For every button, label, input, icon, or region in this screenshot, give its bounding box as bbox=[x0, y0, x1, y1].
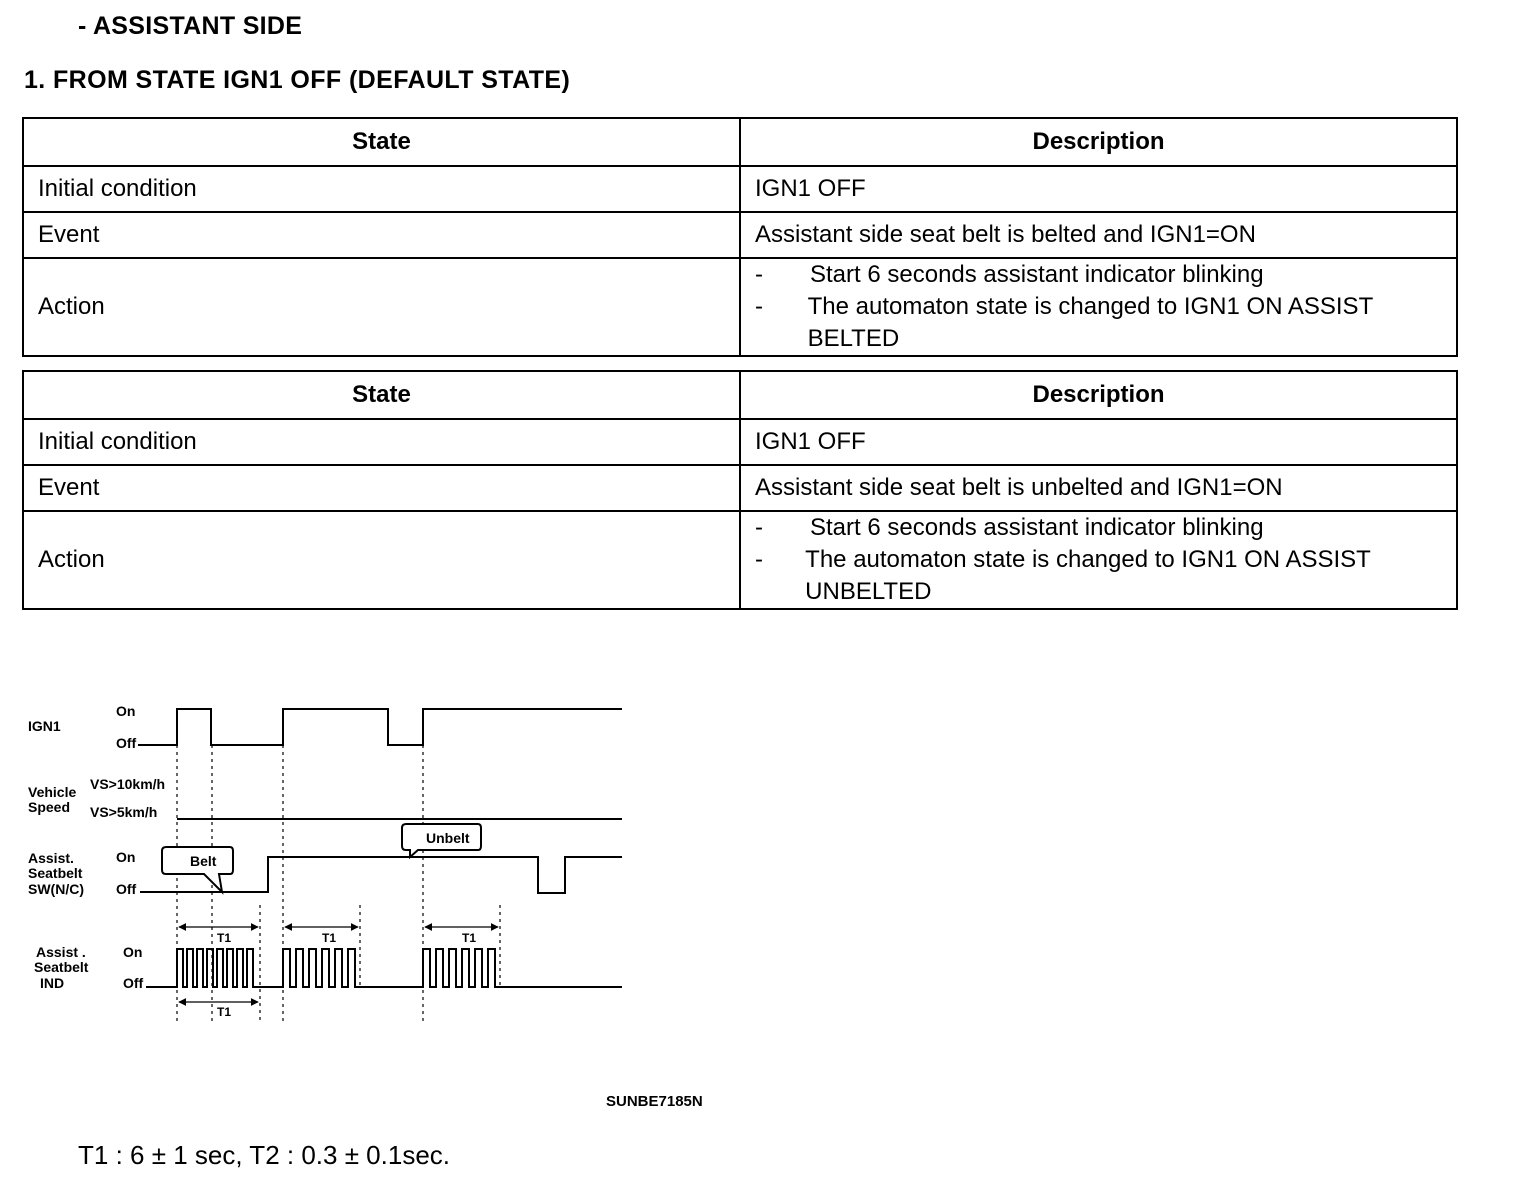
table-row bbox=[23, 465, 1457, 511]
t1-label: T1 bbox=[217, 1005, 232, 1019]
action-item bbox=[755, 512, 1442, 544]
t1-label: T1 bbox=[462, 931, 477, 945]
ign1-on-label: On bbox=[116, 703, 136, 719]
switch-label-line2: Seatbelt bbox=[28, 865, 83, 881]
action-dash: - bbox=[755, 514, 763, 541]
action-list bbox=[740, 258, 1457, 356]
table-header-row bbox=[23, 118, 1457, 166]
unbelt-callout bbox=[402, 824, 481, 857]
action-item bbox=[755, 291, 1442, 355]
initial-condition-value: IGN1 OFF bbox=[740, 419, 1457, 465]
header-state: State bbox=[23, 371, 740, 419]
event-value: Assistant side seat belt is unbelted and IGN1=ON bbox=[740, 465, 1457, 511]
t1-label: T1 bbox=[217, 931, 232, 945]
action-label: Action bbox=[23, 258, 740, 356]
timing-guides bbox=[177, 745, 500, 1022]
header-state: State bbox=[23, 118, 740, 166]
switch-label-line3: SW(N/C) bbox=[28, 881, 84, 897]
indicator-label-line1: Assist . bbox=[36, 944, 86, 960]
event-label: Event bbox=[23, 212, 740, 258]
action-item bbox=[755, 544, 1442, 608]
table-row bbox=[23, 258, 1457, 356]
section-title: - ASSISTANT SIDE bbox=[78, 12, 303, 40]
action-text: The automaton state is changed to IGN1 ON ASSIST BELTED bbox=[807, 293, 1373, 352]
state-table-belted bbox=[22, 117, 1458, 357]
timing-note: T1 : 6 ± 1 sec, T2 : 0.3 ± 0.1sec. bbox=[78, 1140, 451, 1170]
switch-label-line1: Assist. bbox=[28, 850, 74, 866]
event-value: Assistant side seat belt is belted and IGN1=ON bbox=[740, 212, 1457, 258]
indicator-on-label: On bbox=[123, 944, 143, 960]
action-dash: - bbox=[755, 293, 763, 320]
subsection-title: 1. FROM STATE IGN1 OFF (DEFAULT STATE) bbox=[24, 66, 571, 94]
indicator-label-line3: IND bbox=[40, 975, 65, 991]
speed-low-label: VS>5km/h bbox=[90, 804, 158, 820]
t1-label: T1 bbox=[322, 931, 337, 945]
header-description: Description bbox=[740, 371, 1457, 419]
timing-diagram bbox=[0, 690, 640, 1035]
table-row bbox=[23, 212, 1457, 258]
action-text: Start 6 seconds assistant indicator blinking bbox=[810, 261, 1264, 288]
diagram-code: SUNBE7185N bbox=[606, 1093, 703, 1110]
speed-high-label: VS>10km/h bbox=[90, 776, 166, 792]
action-dash: - bbox=[755, 261, 763, 288]
initial-condition-label: Initial condition bbox=[23, 419, 740, 465]
action-list bbox=[740, 511, 1457, 609]
belt-callout-text: Belt bbox=[190, 853, 217, 869]
table-row bbox=[23, 511, 1457, 609]
switch-on-label: On bbox=[116, 849, 136, 865]
initial-condition-label: Initial condition bbox=[23, 166, 740, 212]
action-label: Action bbox=[23, 511, 740, 609]
action-text: Start 6 seconds assistant indicator blinking bbox=[810, 514, 1264, 541]
action-dash: - bbox=[755, 546, 763, 573]
speed-label-line2: Speed bbox=[28, 799, 71, 815]
ign1-waveform bbox=[138, 709, 622, 745]
ign1-label: IGN1 bbox=[28, 718, 61, 734]
action-item bbox=[755, 259, 1442, 291]
table-header-row bbox=[23, 371, 1457, 419]
event-label: Event bbox=[23, 465, 740, 511]
header-description: Description bbox=[740, 118, 1457, 166]
state-table-unbelted bbox=[22, 370, 1458, 610]
initial-condition-value: IGN1 OFF bbox=[740, 166, 1457, 212]
table-row bbox=[23, 419, 1457, 465]
action-text: The automaton state is changed to IGN1 ON ASSIST UNBELTED bbox=[805, 546, 1371, 605]
belt-callout bbox=[162, 847, 233, 892]
indicator-off-label: Off bbox=[123, 975, 144, 991]
indicator-label-line2: Seatbelt bbox=[34, 959, 89, 975]
unbelt-callout-text: Unbelt bbox=[426, 830, 470, 846]
table-row bbox=[23, 166, 1457, 212]
indicator-waveform bbox=[146, 949, 622, 987]
switch-off-label: Off bbox=[116, 881, 137, 897]
ign1-off-label: Off bbox=[116, 735, 137, 751]
speed-label-line1: Vehicle bbox=[28, 784, 77, 800]
